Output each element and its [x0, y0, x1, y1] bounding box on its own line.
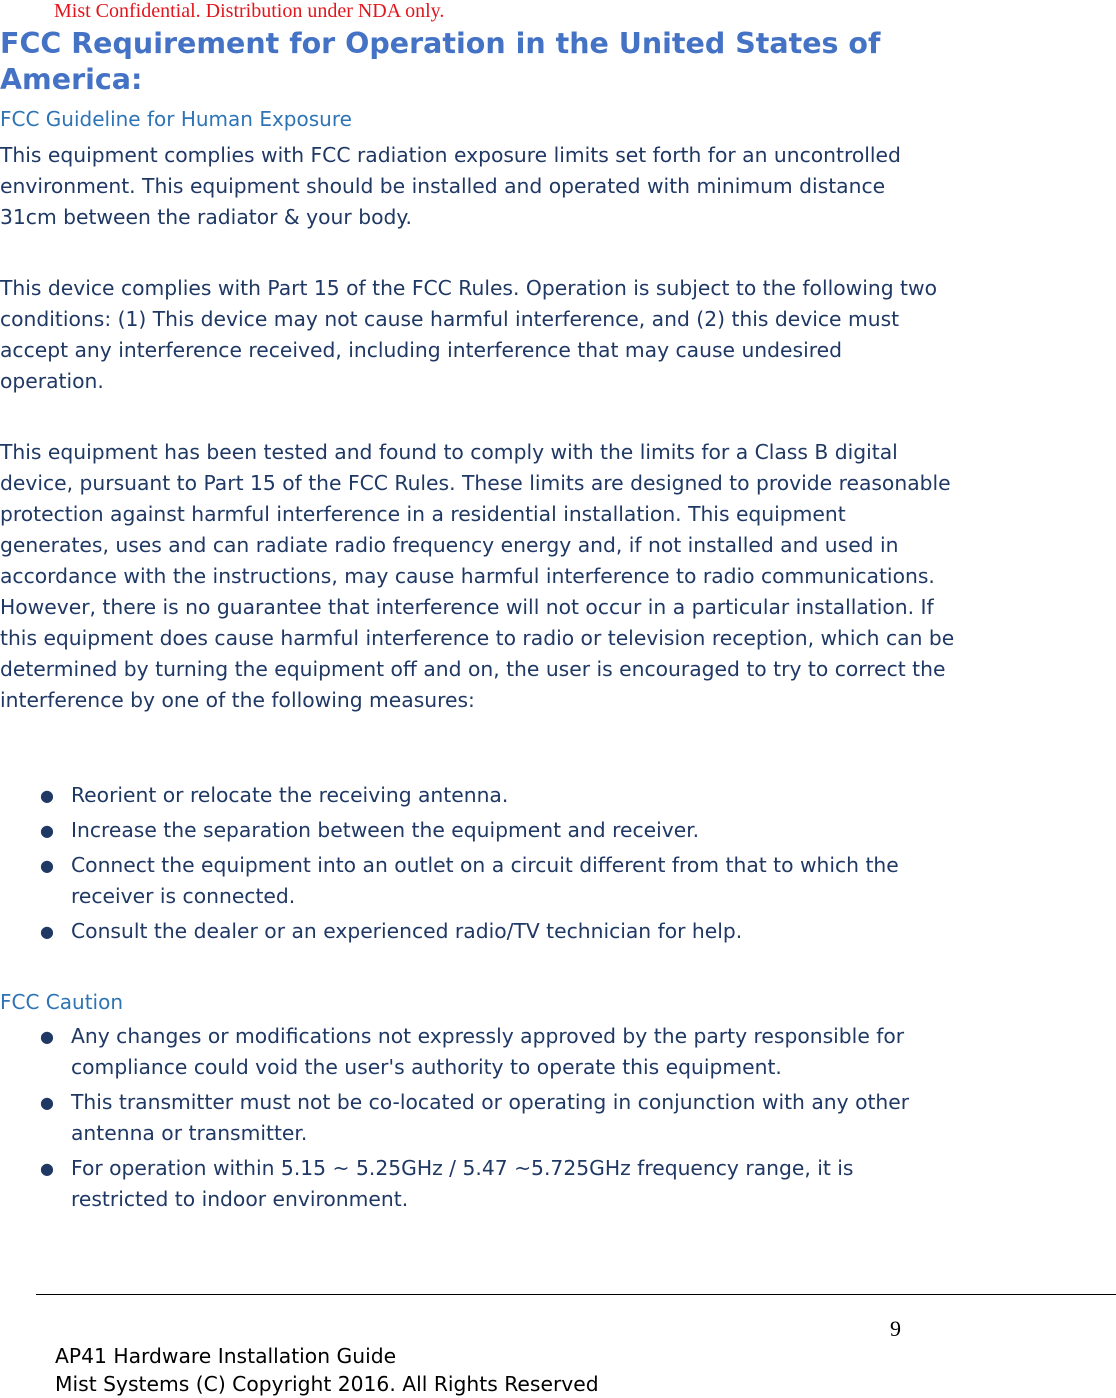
footer-copyright: Mist Systems (C) Copyright 2016. All Rights Reserved	[55, 1372, 599, 1396]
measures-list	[0, 780, 930, 947]
bullet-dot-icon: ●	[40, 1027, 54, 1046]
confidential-notice: Mist Confidential. Distribution under NDA only.	[54, 0, 445, 22]
list-item	[0, 1021, 950, 1083]
caution-text: This transmitter must not be co-located or operating in conjunction with any other antenna or transmitter.	[71, 1090, 910, 1145]
footer-guide-title: AP41 Hardware Installation Guide	[55, 1344, 397, 1368]
measure-text: Increase the separation between the equipment and receiver.	[71, 818, 700, 842]
bullet-dot-icon: ●	[40, 922, 54, 941]
list-item	[0, 1087, 950, 1149]
exposure-heading: FCC Guideline for Human Exposure	[0, 107, 352, 131]
list-item	[0, 916, 930, 947]
measure-text: Connect the equipment into an outlet on a circuit different from that to which the receiver is connected.	[71, 853, 899, 908]
caution-text: For operation within 5.15 ~ 5.25GHz / 5.47 ~5.725GHz frequency range, it is restricted to indoor environment.	[71, 1156, 854, 1211]
bullet-dot-icon: ●	[40, 821, 54, 840]
bullet-dot-icon: ●	[40, 786, 54, 805]
page-title: FCC Requirement for Operation in the United States of America:	[0, 27, 881, 96]
bullet-dot-icon: ●	[40, 1159, 54, 1178]
list-item	[0, 780, 930, 811]
caution-heading: FCC Caution	[0, 990, 123, 1014]
list-item	[0, 1153, 950, 1215]
classb-paragraph: This equipment has been tested and found to comply with the limits for a Class B digital device, pursuant to Part 15 of the FCC Rules. These limits are designed to provide reasonable protection against harmful interference in a residential installation. This equipment generates, uses and can radiate radio frequency energy and, if not installed and used in accordance with the instructions, may cause harmful interference to radio communications. However, there is no guarantee that interference will not occur in a particular installation. If this equipment does cause harmful interference to radio or television reception, which can be determined by turning the equipment off and on, the user is encouraged to try to correct the interference by one of the following measures:	[0, 440, 955, 712]
list-item	[0, 815, 930, 846]
part15-paragraph: This device complies with Part 15 of the FCC Rules. Operation is subject to the following two conditions: (1) This device may not cause harmful interference, and (2) this device must accept any interference received, including interference that may cause undesired operation.	[0, 276, 937, 393]
page-number: 9	[890, 1316, 901, 1341]
measure-text: Reorient or relocate the receiving antenna.	[71, 783, 509, 807]
caution-list	[0, 1021, 950, 1215]
exposure-paragraph: This equipment complies with FCC radiation exposure limits set forth for an uncontrolled environment. This equipment should be installed and operated with minimum distance 31cm between the radiator & your body.	[0, 143, 901, 229]
bullet-dot-icon: ●	[40, 1093, 54, 1112]
list-item	[0, 850, 930, 912]
measure-text: Consult the dealer or an experienced radio/TV technician for help.	[71, 919, 743, 943]
caution-text: Any changes or modifications not expressly approved by the party responsible for compliance could void the user's authority to operate this equipment.	[71, 1024, 905, 1079]
bullet-dot-icon: ●	[40, 856, 54, 875]
footer-divider	[36, 1294, 1116, 1295]
